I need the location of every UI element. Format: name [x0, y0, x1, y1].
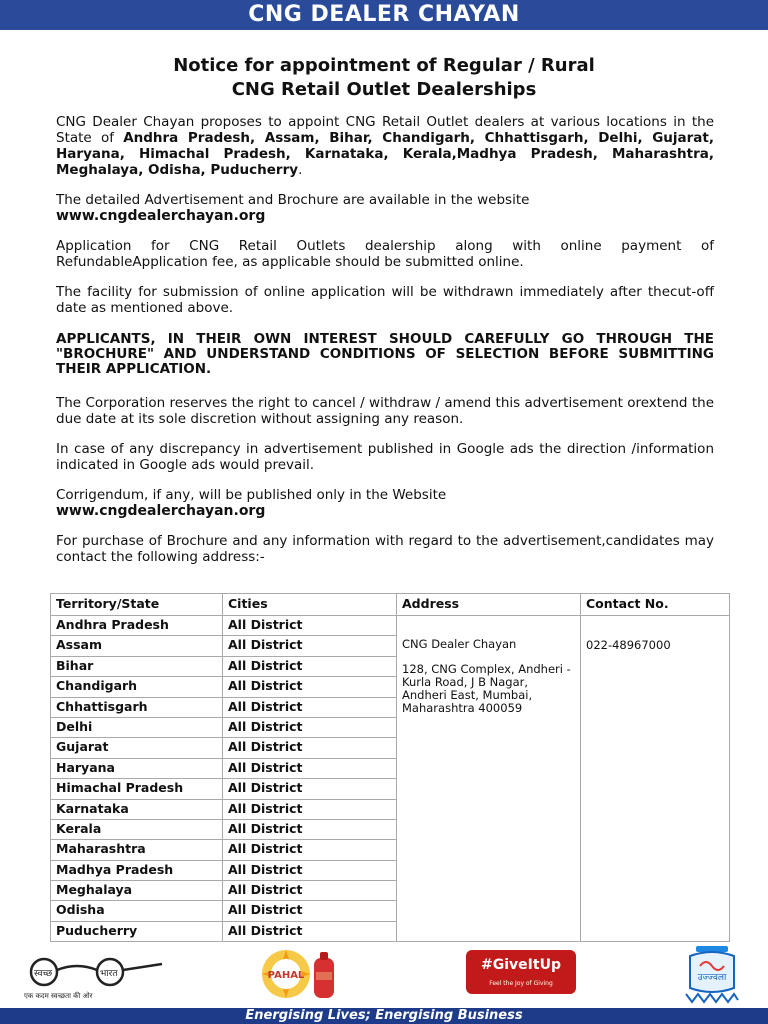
page-footer — [0, 1008, 768, 1024]
state-cell: Chhattisgarh — [51, 697, 223, 717]
state-cell: Gujarat — [51, 738, 223, 758]
city-cell: All District — [223, 779, 397, 799]
city-cell: All District — [223, 656, 397, 676]
city-cell: All District — [223, 901, 397, 921]
giveitup-word: #GiveItUp — [481, 957, 561, 973]
state-cell: Maharashtra — [51, 840, 223, 860]
city-cell: All District — [223, 636, 397, 656]
contact-paragraph: For purchase of Brochure and any information with regard to the advertisement,candidates may contact the following address:- — [56, 533, 714, 565]
state-cell: Assam — [51, 636, 223, 656]
giveitup-tagline: Feel the Joy of Giving — [489, 980, 553, 987]
intro-paragraph — [56, 114, 714, 178]
city-cell: All District — [223, 881, 397, 901]
address-cell — [397, 616, 581, 942]
applicants-warning: APPLICANTS, IN THEIR OWN INTEREST SHOULD CAREFULLY GO THROUGH THE "BROCHURE" AND UNDERSTAND CONDITIONS OF SELECTION BEFORE SUBMITTING THEIR APPLICATION. — [56, 331, 714, 377]
corrigendum-website-link[interactable]: www.cngdealerchayan.org — [56, 503, 266, 519]
column-header-cities: Cities — [223, 594, 397, 616]
corporation-paragraph: The Corporation reserves the right to cancel / withdraw / amend this advertisement orextend the due date at its sole discretion without assigning any reason. — [56, 395, 714, 427]
pahal-word: PAHAL — [267, 970, 305, 981]
ujjwala-word: उज्ज्वला — [697, 973, 727, 983]
state-cell: Bihar — [51, 656, 223, 676]
notice-body — [56, 114, 714, 579]
city-cell: All District — [223, 738, 397, 758]
withdrawal-paragraph: The facility for submission of online application will be withdrawn immediately after thecut-off date as mentioned above. — [56, 284, 714, 316]
state-cell: Puducherry — [51, 921, 223, 941]
page-header — [0, 0, 768, 30]
ujjwala-cylinder-icon — [682, 944, 742, 1006]
city-cell: All District — [223, 860, 397, 880]
corrigendum-paragraph — [56, 487, 714, 519]
notice-title-line2: CNG Retail Outlet Dealerships — [231, 79, 537, 100]
city-cell: All District — [223, 717, 397, 737]
intro-text: CNG Dealer Chayan proposes to appoint CNG Retail Outlet dealers at various locations in the State of — [56, 114, 714, 146]
website-text: The detailed Advertisement and Brochure are available in the website — [56, 192, 530, 208]
discrepancy-paragraph: In case of any discrepancy in advertisement published in Google ads the direction /information indicated in Google ads would prevail. — [56, 441, 714, 473]
pahal-logo — [250, 944, 342, 1004]
website-paragraph — [56, 192, 714, 224]
city-cell: All District — [223, 697, 397, 717]
ujjwala-logo — [682, 944, 742, 1006]
swachh-tagline: एक कदम स्वच्छता की ओर — [24, 992, 93, 1000]
swachh-bharat-logo — [22, 956, 172, 1002]
intro-states: Andhra Pradesh, Assam, Bihar, Chandigarh, Chhattisgarh, Delhi, Gujarat, Haryana, Himachal Pradesh, Karnataka, Kerala,Madhya Pradesh, Maharashtra, Meghalaya, Odisha, Puducherry — [56, 130, 714, 178]
footer-tagline: Energising Lives; Energising Business — [245, 1008, 523, 1023]
state-cell: Odisha — [51, 901, 223, 921]
logo-strip — [0, 942, 768, 1008]
state-cell: Andhra Pradesh — [51, 616, 223, 636]
city-cell: All District — [223, 616, 397, 636]
state-cell: Haryana — [51, 758, 223, 778]
contact-table — [50, 593, 730, 942]
giveitup-logo — [466, 950, 576, 994]
city-cell: All District — [223, 921, 397, 941]
header-title: CNG DEALER CHAYAN — [248, 2, 520, 27]
swachh-word: स्वच्छ — [34, 969, 53, 979]
state-cell: Madhya Pradesh — [51, 860, 223, 880]
state-cell: Delhi — [51, 717, 223, 737]
city-cell: All District — [223, 819, 397, 839]
state-cell: Karnataka — [51, 799, 223, 819]
table-row — [51, 616, 730, 636]
city-cell: All District — [223, 799, 397, 819]
state-cell: Chandigarh — [51, 677, 223, 697]
column-header-address: Address — [397, 594, 581, 616]
city-cell: All District — [223, 840, 397, 860]
city-cell: All District — [223, 758, 397, 778]
corrigendum-text: Corrigendum, if any, will be published only in the Website — [56, 487, 447, 503]
address-name: CNG Dealer Chayan — [402, 637, 517, 651]
address-body: 128, CNG Complex, Andheri - Kurla Road, J B Nagar, Andheri East, Mumbai, Maharashtra 400059 — [402, 662, 571, 715]
contact-cell: 022-48967000 — [581, 616, 730, 942]
intro-end: . — [298, 162, 303, 178]
state-cell: Kerala — [51, 819, 223, 839]
state-cell: Himachal Pradesh — [51, 779, 223, 799]
column-header-state: Territory/State — [51, 594, 223, 616]
bharat-word: भारत — [100, 969, 118, 979]
notice-title — [0, 54, 768, 102]
application-paragraph: Application for CNG Retail Outlets dealership along with online payment of RefundableApplication fee, as applicable should be submitted online. — [56, 238, 714, 270]
website-link[interactable]: www.cngdealerchayan.org — [56, 208, 266, 224]
notice-title-line1: Notice for appointment of Regular / Rural — [173, 55, 595, 76]
column-header-contact: Contact No. — [581, 594, 730, 616]
table-header-row — [51, 594, 730, 616]
state-cell: Meghalaya — [51, 881, 223, 901]
lpg-cylinder-icon — [250, 944, 342, 1004]
city-cell: All District — [223, 677, 397, 697]
spectacles-icon — [22, 956, 172, 1002]
